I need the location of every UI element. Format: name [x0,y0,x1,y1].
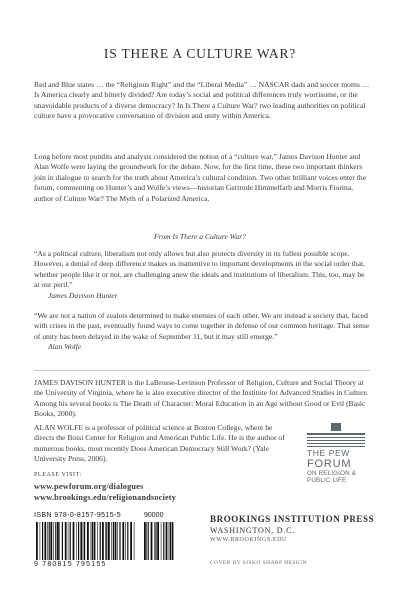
barcode-bar [40,522,41,560]
barcode-bar [113,522,114,560]
publisher-name: BROOKINGS INSTITUTION PRESS [210,514,375,524]
barcode-bar [70,522,71,560]
isbn-digits: 9 780815 795155 [34,561,107,568]
barcode-bar [157,522,159,560]
quote-attribution: Alan Wolfe [48,342,82,352]
price-barcode-bars-icon [144,522,174,560]
barcode-bar [125,522,126,560]
barcode-bar [91,522,92,560]
barcode-bar [44,522,46,560]
intro-paragraph: Red and Blue states … the “Religious Right” and the “Liberal Media” … NASCAR dads and soccer moms … Is America clearly and bitterly divided? Are today’s social and political differences truly worrisome, or the unavoidable products of a diverse democracy? In Is There a Culture War? two leading authorities on political culture have a provocative conversation of division and unity within America. [34,80,370,121]
bio-wolfe: ALAN WOLFE is a professor of political science at Boston College, where he directs the Boisi Center for Religion and American Public Life. He is the author of numerous books, most recently Does American Democracy Still Work? (Yale University Press, 2006). [34,423,285,464]
barcode-bar [122,522,124,560]
barcode-bar [68,522,69,560]
cover-credit: COVER BY SISKO SHARP DESIGN [210,560,307,566]
barcode-bar [169,522,170,560]
barcode-bar [84,522,85,560]
quote-text: “We are not a nation of zealots determined to make enemies of each other. We are instead a society that, faced with crises in the past, eventually found ways to come together in defense of our common heritage. That sense of unity has been delayed in the wake of September 11, but it may still emerge.” [34,311,370,341]
context-paragraph: Long before most pundits and analysts considered the notion of a “culture war,” James Davison Hunter and Alan Wolfe were laying the groundwork for the debate. Now, for the first time, these two important thinkers join in dialogue to search for the truth about America’s cultural condition. Two other brilliant voices enter the forum, commenting on Hunter’s and Wolfe’s views—historian Gertrude Himmelfarb and Morris Fiorina, author of Culture War? The Myth of a Polarized America. [34,152,367,203]
barcode-bar [100,522,101,560]
publisher-url[interactable]: WWW.BROOKINGS.EDU [210,537,287,543]
barcode [34,512,176,572]
barcode-bar [83,522,84,560]
barcode-bar [155,522,156,560]
barcode-bar [146,522,147,560]
barcode-bar [117,522,118,560]
barcode-bar [130,522,132,560]
barcode-bars-icon [36,522,136,560]
pew-forum-logo [305,423,373,493]
website-list [34,470,254,503]
from-line: From Is There a Culture War? [154,232,246,241]
barcode-bar [108,522,110,560]
barcode-bar [111,522,112,560]
barcode-bar [102,522,104,560]
barcode-bar [73,522,75,560]
pew-logo-line3: ON RELIGION & PUBLIC LIFE [307,470,357,484]
barcode-bar [92,522,93,560]
pew-logo-mark-icon [307,423,365,447]
barcode-bar [134,522,135,560]
quote-hunter [34,249,370,301]
barcode-bar [49,522,50,560]
barcode-bar [163,522,164,560]
barcode-bar [106,522,107,560]
barcode-bar [166,522,168,560]
barcode-bar [170,522,171,560]
barcode-bar [94,522,96,560]
barcode-bar [65,522,67,560]
bio-hunter: JAMES DAVISON HUNTER is the LaBrosse-Levinson Professor of Religion, Culture and Social Theory at the University of Virginia, where he is also executive director of the Institute for Advanced Studies in Culture. Among his several books is The Death of Character: Moral Education in an Age without Good or Evil (Basic Books, 2000). [34,378,369,419]
barcode-bar [59,522,60,560]
barcode-bar [105,522,106,560]
isbn-label: ISBN 978-0-8157-9515-5 [34,512,122,519]
barcode-bar [78,522,79,560]
barcode-bar [151,522,153,560]
barcode-bar [161,522,162,560]
website-label: PLEASE VISIT: [34,472,82,478]
pew-logo-line1: THE PEW [307,448,350,458]
barcode-bar [76,522,77,560]
barcode-bar [148,522,149,560]
publisher-block [210,514,380,543]
publisher-city: WASHINGTON, D.C. [210,526,296,535]
barcode-bar [127,522,128,560]
barcode-bar [87,522,89,560]
barcode-bar [55,522,56,560]
barcode-bar [80,522,82,560]
price-code: 90000 [144,512,164,519]
barcode-bar [115,522,117,560]
barcode-bar [62,522,63,560]
pew-logo-line2: FORUM [307,458,352,470]
pew-logo-text [307,449,373,484]
barcode-bar [57,522,59,560]
barcode-bar [172,522,174,560]
barcode-bar [53,522,54,560]
page-title: IS THERE A CULTURE WAR? [103,46,297,61]
quote-attribution: James Davison Hunter [48,290,118,300]
barcode-bar [144,522,146,560]
barcode-bar [97,522,98,560]
barcode-bar [36,522,38,560]
website-link-pewforum[interactable]: www.pewforum.org/dialogues [34,482,144,491]
barcode-bar [42,522,43,560]
quote-text: “As a political culture, liberalism not only allows but also protects diversity in its fullest possible scope. However, a denial of deep difference makes us inattentive to important developments in the social order that, whether people like it or not, are challenging anew the ideals and institutions of liberalism. This, too, may be at our peril.” [34,249,366,290]
barcode-bar [47,522,48,560]
barcode-bar [154,522,155,560]
barcode-bar [119,522,120,560]
quote-wolfe [34,311,370,353]
divider [34,370,370,371]
website-link-brookings[interactable]: www.brookings.edu/religionandsociety [34,493,177,502]
barcode-bar [50,522,52,560]
